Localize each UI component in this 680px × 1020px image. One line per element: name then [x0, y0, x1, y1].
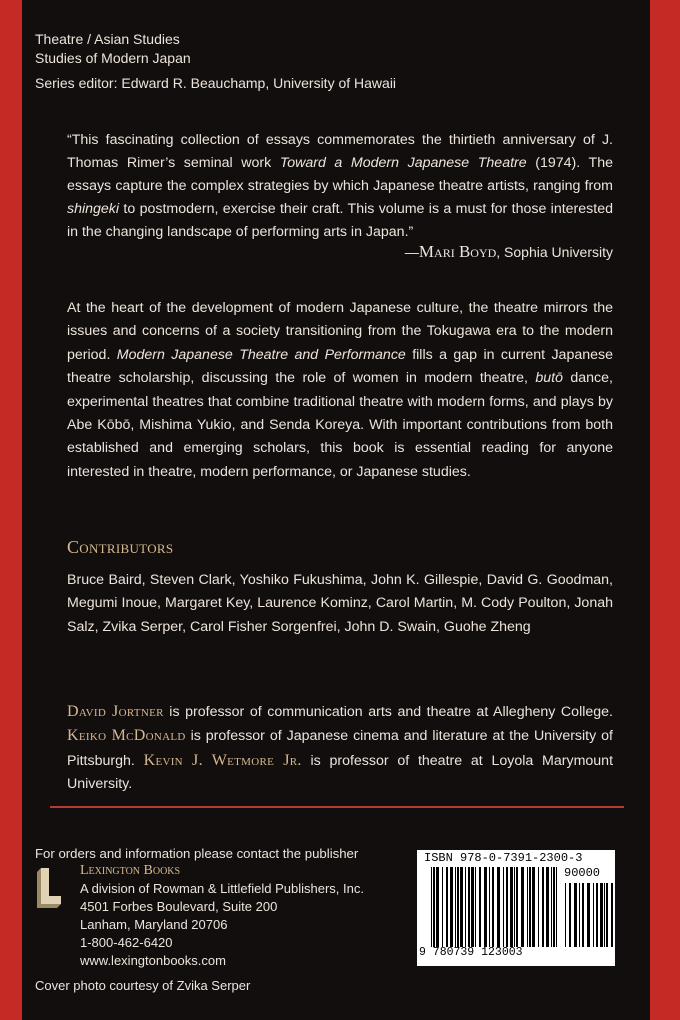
barcode-bar [484, 867, 487, 947]
barcode-bar [542, 867, 544, 947]
publisher-street: 4501 Forbes Boulevard, Suite 200 [80, 899, 278, 914]
endorser-name: Mari Boyd [418, 242, 497, 261]
publisher-website[interactable]: www.lexingtonbooks.com [80, 953, 226, 968]
barcode-bar [450, 867, 453, 947]
barcode-bar [546, 867, 549, 947]
barcode-bar [433, 867, 435, 947]
isbn-barcode [417, 850, 615, 966]
barcode-bar [492, 867, 494, 947]
barcode-bar [475, 867, 476, 947]
barcode-bar [497, 867, 500, 947]
barcode-bar [431, 867, 432, 947]
barcode-bar [600, 883, 603, 947]
barcode-bar [516, 867, 518, 947]
quoted-book-title: Toward a Modern Japanese Theatre [279, 155, 527, 171]
editor-name: Keiko McDonald [67, 727, 186, 745]
barcode-bar [596, 883, 598, 947]
back-cover [22, 0, 650, 1020]
subject-category: Theatre / Asian Studies [35, 31, 180, 47]
barcode-bar [582, 883, 584, 947]
barcode-bar [532, 867, 535, 947]
right-red-border [650, 0, 680, 1020]
barcode-bar [574, 883, 577, 947]
left-red-border [0, 0, 22, 1020]
barcode-bar [527, 867, 528, 947]
lexington-logo-icon [35, 866, 65, 910]
editor-name: David Jortner [67, 703, 164, 720]
barcode-bar [468, 867, 470, 947]
barcode-bar [593, 883, 594, 947]
barcode-bar [471, 867, 474, 947]
barcode-digits: 9 780739 123003 [419, 946, 523, 959]
barcode-bar [457, 867, 459, 947]
category-block [35, 30, 396, 93]
barcode-bar [510, 867, 513, 947]
book-title: Modern Japanese Theatre and Performance [116, 346, 406, 363]
editor-bios: David Jortner is professor of communication arts and theatre at Allegheny College. Keiko McDonald is professor of Japanese cinema and literature at the University of Pittsburgh. Kevin J. Wetmore Jr. is professor of theatre at Loyola Marymount University. [67, 703, 614, 792]
barcode-bar [569, 883, 571, 947]
divider [50, 806, 624, 808]
orders-note: For orders and information please contact the publisher [35, 846, 359, 861]
barcode-bar [556, 867, 557, 947]
barcode-bar [479, 867, 481, 947]
barcode-bar [553, 867, 555, 947]
barcode-bar [565, 883, 566, 947]
cover-photo-credit: Cover photo courtesy of Zvika Serper [35, 978, 251, 993]
book-description: At the heart of the development of modern Japanese culture, the theatre mirrors the issues and concerns of a society transitioning from the Tokugawa era to the modern period. Modern Japanese Theatre and Performance fills a gap in current Japanese theatre scholarship, discussing the role of women in modern theatre, butō dance, experimental theatres that combine traditional theatre with modern forms, and plays by Abe Kōbō, Mishima Yukio, and Senda Koreya. With important contributions from both established and emerging scholars, this book is essential reading for anyone interested in theatre, modern performance, or Japanese studies. [67, 300, 613, 480]
barcode-bar [455, 867, 456, 947]
contributors-list: Bruce Baird, Steven Clark, Yoshiko Fukushima, John K. Gillespie, David G. Goodman, Megumi Inoue, Margaret Key, Laurence Kominz, Carol Martin, M. Cody Poulton, Jonah Salz, Zvika Serper, Carol Fisher Sorgenfrei, John D. Swain, Guohe Zheng [67, 572, 613, 635]
barcode-bar [489, 867, 490, 947]
contributors-heading: Contributors [67, 537, 174, 557]
series-editor: Series editor: Edward R. Beauchamp, University of Hawaii [35, 75, 397, 91]
barcode-bar [604, 883, 605, 947]
barcode-bar [538, 867, 539, 947]
barcode-bar [521, 867, 524, 947]
publisher-name: Lexington Books [80, 863, 181, 878]
barcode-bar [606, 883, 608, 947]
barcode-bar [436, 867, 439, 947]
publisher-city: Lanham, Maryland 20706 [80, 917, 228, 932]
editor-name: Kevin J. Wetmore Jr. [143, 751, 302, 769]
barcode-bar [611, 883, 613, 947]
barcode-bar [446, 867, 448, 947]
barcode-bar [503, 867, 504, 947]
barcode-bar [514, 867, 515, 947]
barcode-bar [442, 867, 443, 947]
barcode-bar [587, 883, 590, 947]
price-code: 90000 [564, 866, 601, 880]
barcode-bar [551, 867, 552, 947]
endorsement-quote: “This fascinating collection of essays commemorates the thirtieth anniversary of J. Thomas Rimer’s seminal work Toward a Modern Japanese Theatre (1974). The essays capture the complex strategies by which Japanese theatre artists, ranging from shingeki to postmodern, exercise their craft. This volume is a must for those interested in the changing landscape of performing arts in Japan.” —Mari Boyd, Sophia University [67, 132, 613, 261]
isbn-label: ISBN 978-0-7391-2300-3 [424, 851, 583, 865]
barcode-bar [506, 867, 508, 947]
publisher-division: A division of Rowman & Littlefield Publishers, Inc. [80, 881, 364, 896]
barcode-bar [579, 883, 580, 947]
publisher-phone: 1-800-462-6420 [80, 935, 173, 950]
quote-attribution: —Mari Boyd, Sophia University [404, 242, 613, 261]
barcode-bar [465, 867, 466, 947]
barcode-bar [529, 867, 531, 947]
series-title: Studies of Modern Japan [35, 50, 191, 66]
barcode-bar [460, 867, 463, 947]
